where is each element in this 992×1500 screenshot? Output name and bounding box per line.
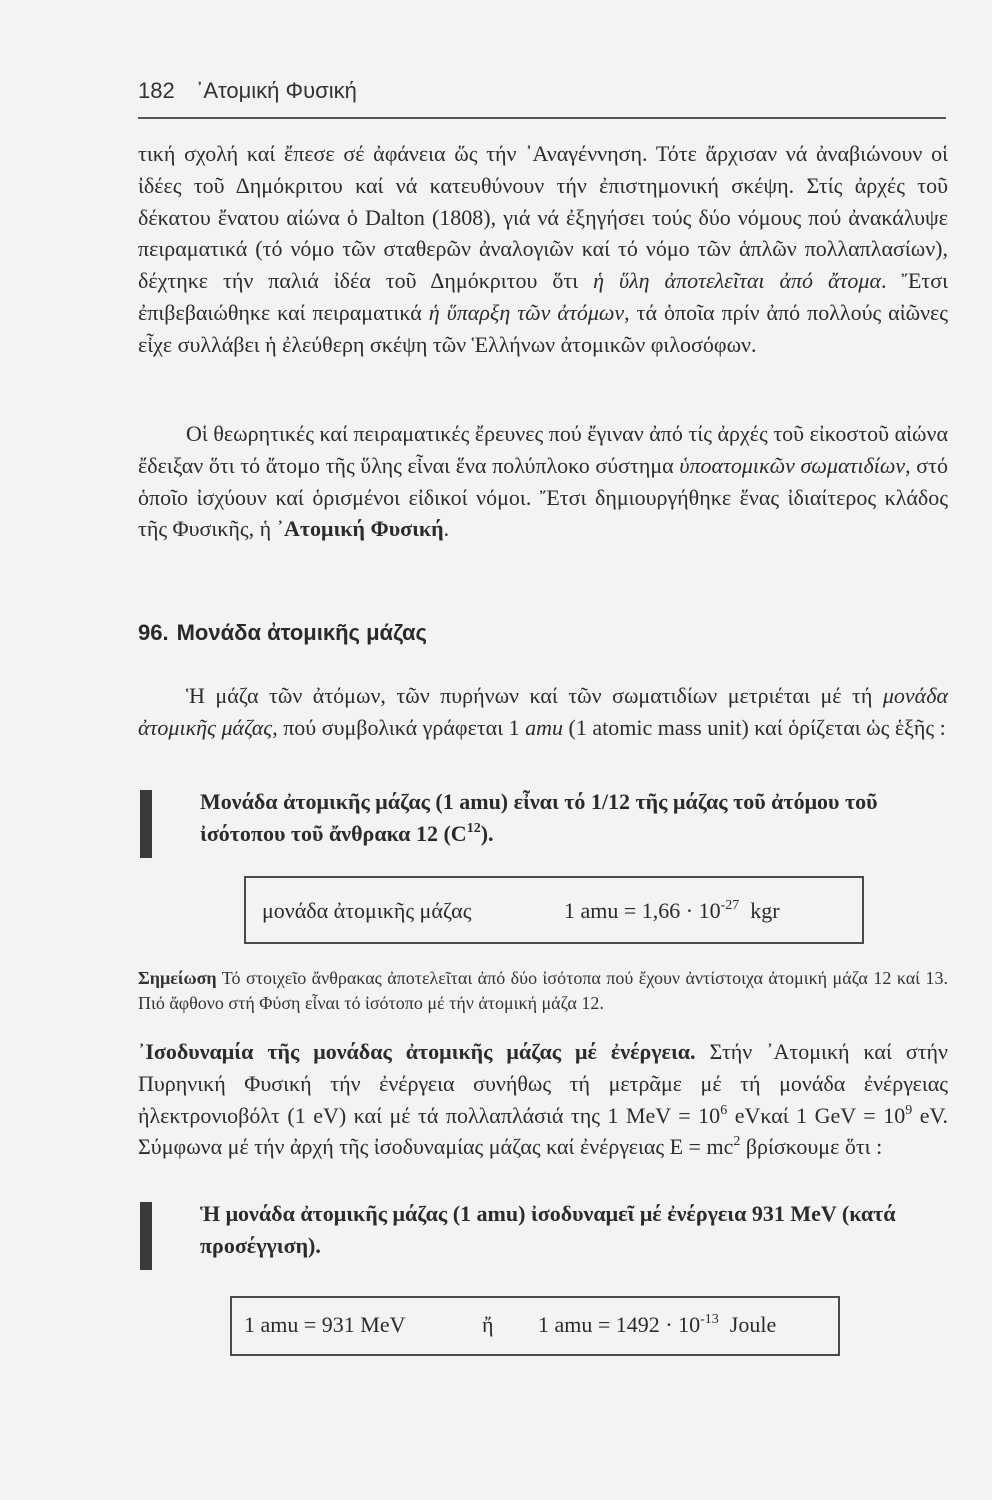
equivalence-marker-bar [140,1202,152,1270]
formula1-label: μονάδα ἀτομικῆς μάζας [262,898,472,923]
note-label: Σημείωση [138,968,217,988]
running-title: ᾿Ατομική Φυσική [196,78,357,103]
para2-text-a: Οἱ θεωρητικές καί πειραματικές ἔρευνες πού ἔγιναν ἀπό τίς ἀρχές τοῦ εἰκοστοῦ αἰώνα ἔδειξαν ὅτι τό ἄτομο τῆς ὕλης εἶναι ἕνα πολύπλοκο σύστημα [138,421,948,478]
page-number: 182 [138,78,175,103]
section-heading [138,620,427,646]
running-head [138,78,948,104]
para2-italic: ὑποατομικῶν σωματιδίων [679,452,906,478]
header-rule [138,117,946,119]
para4-bold: ᾿Ισοδυναμία τῆς μονάδας ἀτομικῆς μάζας μέ ἐνέργεια. [138,1039,696,1064]
formula1-exponent: -27 [720,898,740,913]
section-number: 96. [138,620,169,645]
para3-italic: μονάδα ἀτομικῆς μάζας [138,683,949,740]
para3-text-b: , πού συμβολικά γράφεται 1 [272,714,520,740]
formula-box-amu-mass [244,876,864,944]
formula2-right-expression [538,1312,776,1338]
equivalence-text: Ἡ μονάδα ἀτομικῆς μάζας (1 amu) ἰσοδυναμεῖ μέ ἐνέργεια 931 MeV (κατά προσέγγιση). [200,1201,896,1258]
para4-text-a: Στήν ᾿Ατομική καί στήν Πυρηνική Φυσική τήν ἐνέργεια συνήθως τή μετρᾶμε μέ τή μονάδα ἐνέργειας ἠλεκτρονιοβόλτ (1 eV) καί μέ τά πολλαπλάσιά της 1 MeV = 10 [138,1039,948,1128]
paragraph-3 [138,680,948,744]
para1-text-b: . Ἔτσι ἐπιβεβαιώθηκε καί πειραματικά [138,268,949,325]
definition-superscript: 12 [466,821,481,836]
para1-italic-b: ἡ ὕπαρξη τῶν ἀτόμων [428,299,625,325]
formula2-right: 1 amu = 1492 · 10 [538,1312,701,1337]
para4-exp-2: 9 [905,1102,913,1118]
para2-text-b: , στό ὁποῖο ἰσχύουν καί ὁρισμένοι εἰδικοί νόμοι. Ἔτσι δημιουργήθηκε ἕνας ἰδιαίτερος κλάδος τῆς Φυσικῆς, ἡ [138,452,949,542]
formula2-left: 1 amu = 931 MeV [244,1312,406,1337]
formula-box-amu-energy [230,1296,840,1356]
formula2-unit: Joule [729,1312,777,1337]
para3-text-c: (1 atomic mass unit) καί ὁρίζεται ὡς ἑξῆς : [568,714,946,740]
para3-text-a: Ἡ μάζα τῶν ἀτόμων, τῶν πυρήνων καί τῶν σωματιδίων μετριέται μέ τή [186,683,873,708]
note [138,966,948,1016]
note-text: Τό στοιχεῖο ἄνθρακας ἀποτελεῖται ἀπό δύο ἰσότοπα πού ἔχουν ἀντίστοιχα ἀτομική μάζα 12 καί 13. Πιό ἄφθονο στή Φύση εἶναι τό ἰσότοπο μέ τήν ἀτομική μάζα 12. [138,968,948,1013]
para2-text-c: . [443,516,450,542]
para2-bold: ᾿Ατομική Φυσική [276,516,444,542]
para4-text-b: eVκαί 1 GeV = 10 [734,1102,906,1128]
definition-marker-bar [140,790,152,858]
definition-body: Μονάδα ἀτομικῆς μάζας (1 amu) εἶναι τό 1/12 τῆς μάζας τοῦ ἀτόμου τοῦ ἰσότοπου τοῦ ἄνθρακα 12 (C [200,789,878,846]
para4-exp-1: 6 [720,1102,728,1118]
para3-amu: amu [525,714,564,740]
formula2-exponent: -13 [700,1312,719,1327]
para1-text-a: τική σχολή καί ἔπεσε σέ ἀφάνεια ὥς τήν ᾿Αναγέννηση. Τότε ἄρχισαν νά ἀναβιώνουν οἱ ἰδέες τοῦ Δημόκριτου καί νά κατευθύνουν τήν ἐπιστημονική σκέψη. Στίς ἀρχές τοῦ δέκατου ἔνατου αἰώνα ὁ Dalton (1808), γιά νά ἐξηγήσει τούς δύο νόμους πού ἀνακάλυψε πειραματικά (τό νόμο τῶν σταθερῶν ἀναλογιῶν καί τό νόμο τῶν ἁπλῶν πολλαπλασίων), δέχτηκε τήν παλιά ἰδέα τοῦ Δημόκριτου ὅτι [138,141,948,294]
formula1-unit: kgr [750,898,780,923]
para4-exp-3: 2 [733,1134,741,1150]
para4-text-d: βρίσκουμε ὅτι : [745,1134,883,1160]
paragraph-4 [138,1036,948,1163]
definition-text [200,786,950,850]
para4-text-c: eV. Σύμφωνα μέ τήν ἀρχή τῆς ἰσοδυναμίας μάζας καί ἐνέργειας E = mc [138,1102,949,1160]
definition-tail: ). [480,821,494,846]
para1-italic-a: ἡ ὕλη ἀποτελεῖται ἀπό ἄτομα [593,268,882,294]
section-title: Μονάδα ἀτομικῆς μάζας [176,620,427,645]
paragraph-1 [138,138,948,361]
para1-text-c: , τά ὁποῖα πρίν ἀπό πολλούς αἰῶνες εἶχε συλλάβει ἡ ἐλεύθερη σκέψη τῶν Ἑλλήνων ἀτομικῶν φιλοσόφων. [138,299,948,357]
formula1-lhs: 1 amu = 1,66 · 10 [564,898,721,923]
paragraph-2 [138,418,948,545]
formula2-or: ἤ [482,1312,494,1337]
formula1-expression [564,898,780,924]
